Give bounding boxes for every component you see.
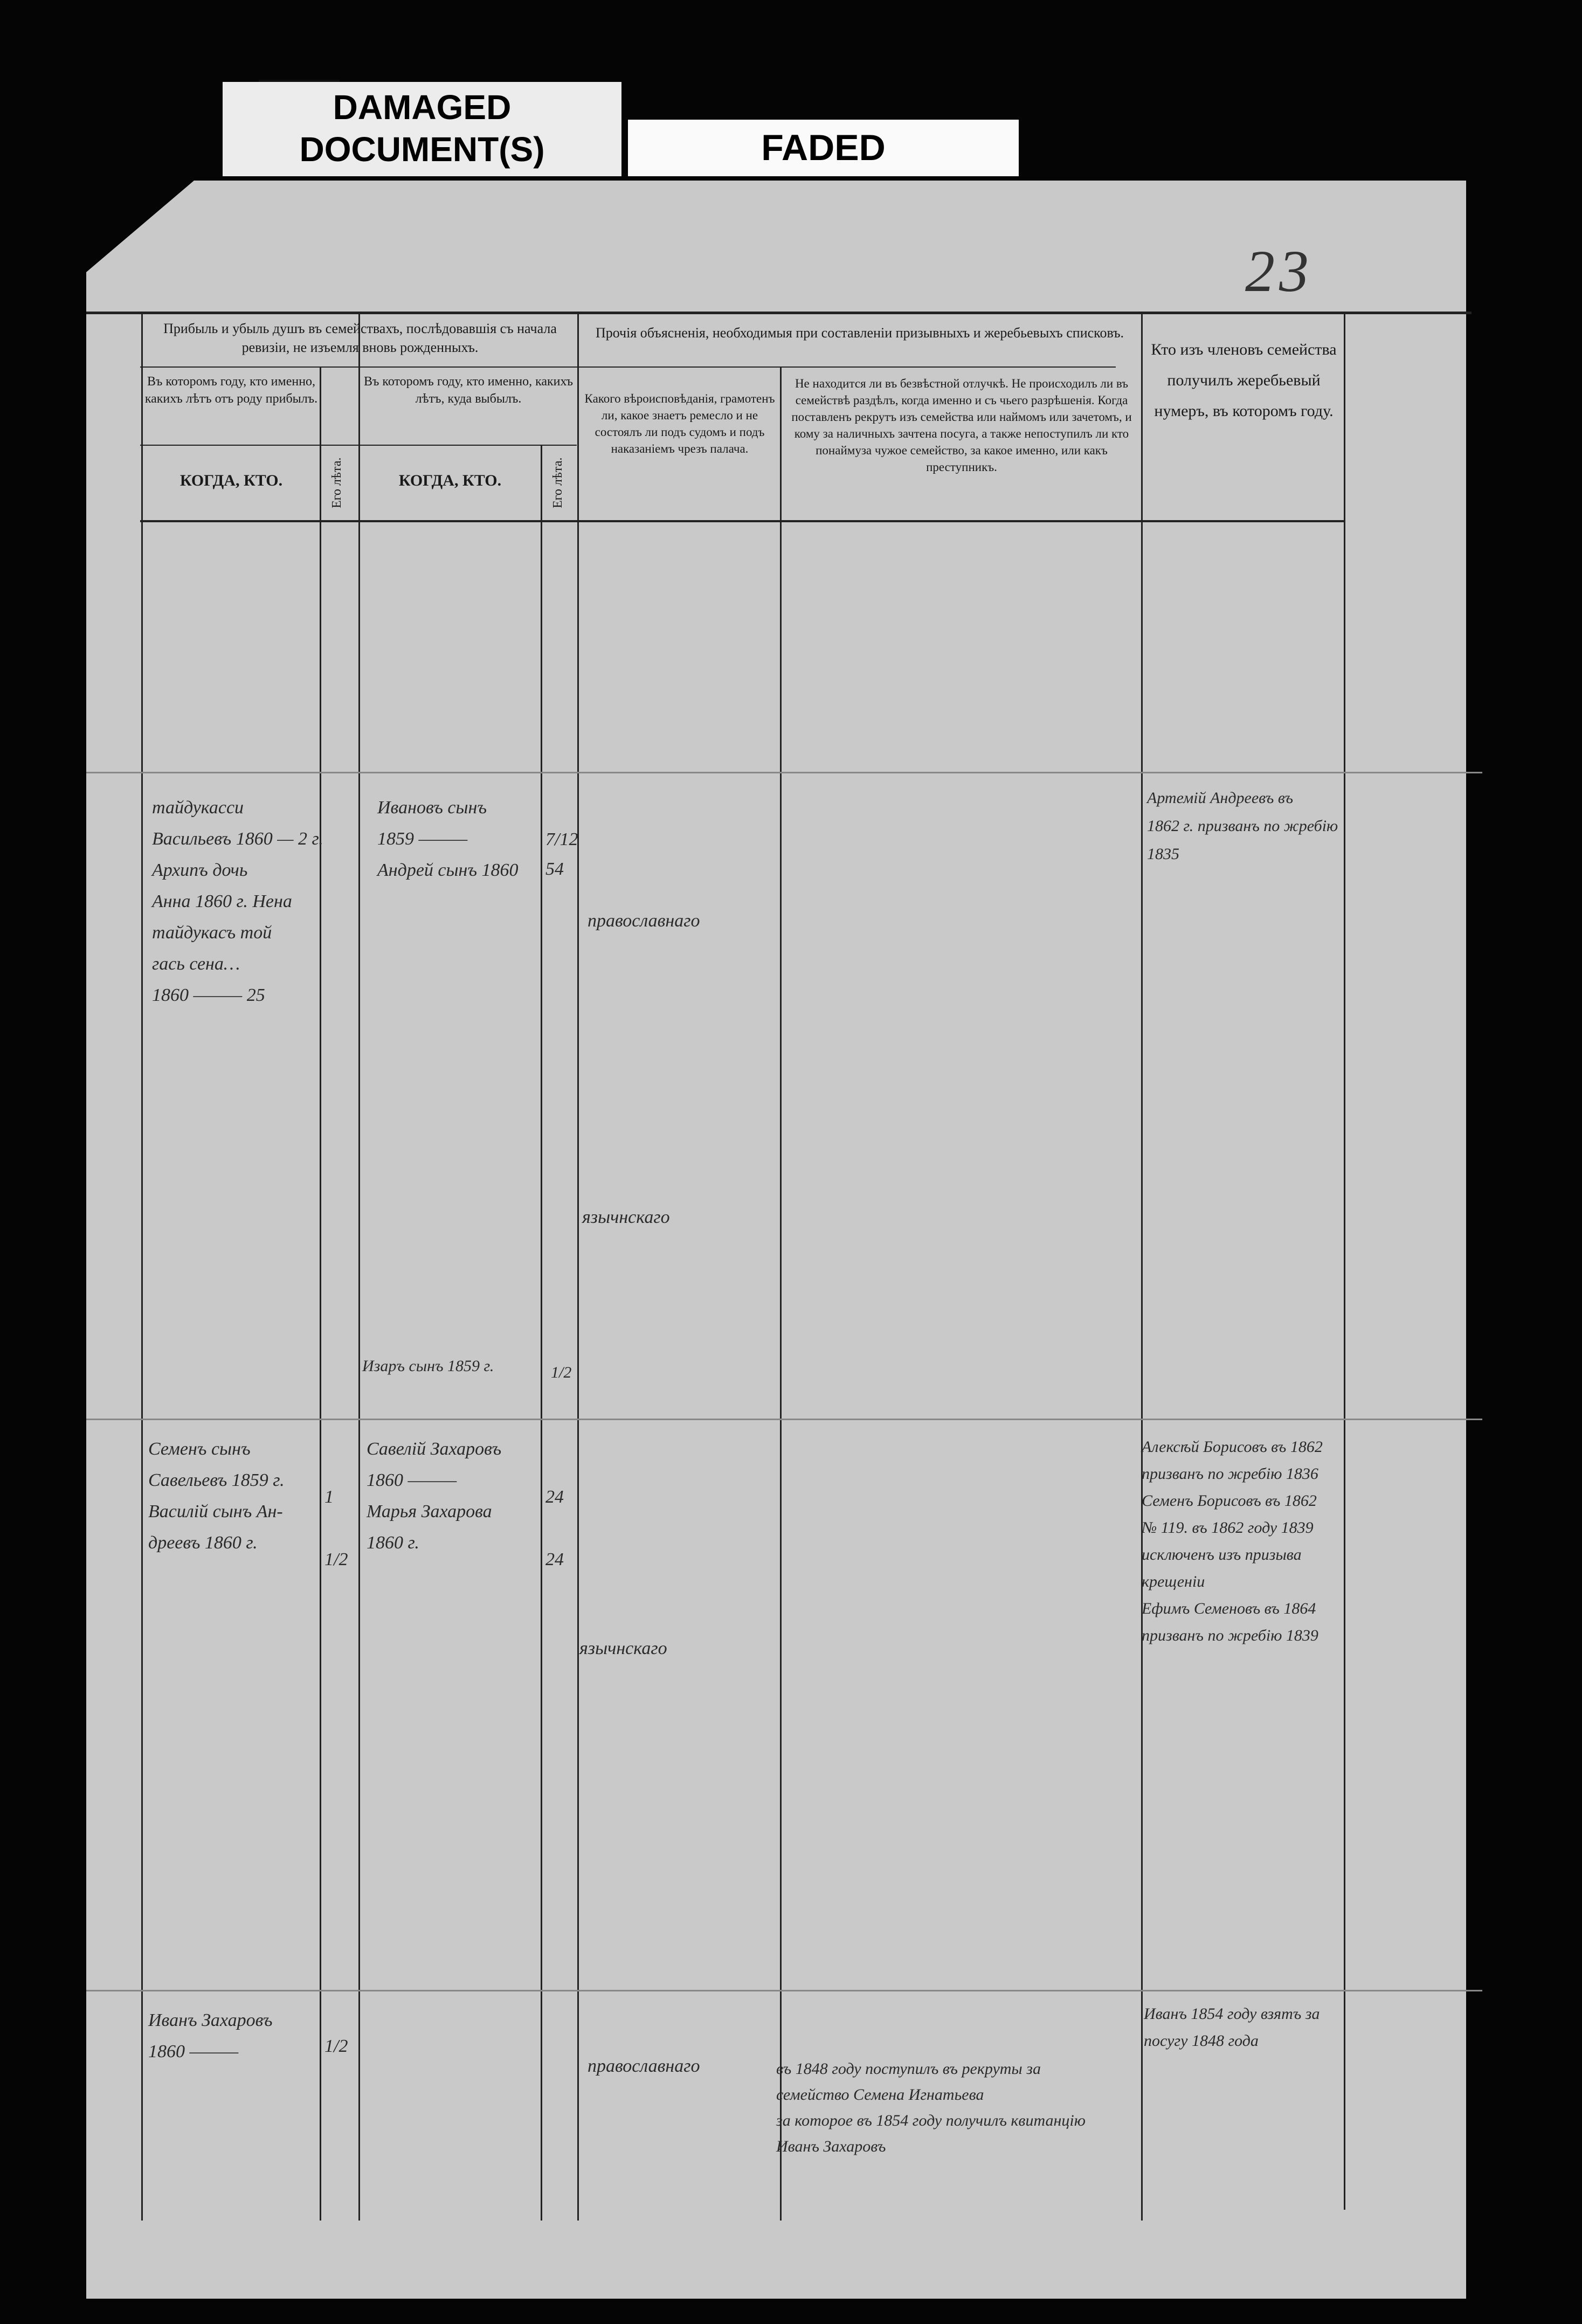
header-when-who-arrived: КОГДА, КТО. xyxy=(179,472,283,489)
col-rule-0 xyxy=(141,313,143,2221)
row2-departed: Савелій Захаровъ 1860 ——— Марья Захарова 1860 г. xyxy=(367,1439,502,1553)
faded-document-banner: FADED xyxy=(628,120,1019,176)
col-rule-4 xyxy=(577,313,579,2221)
row3-religion: православнаго xyxy=(588,2056,700,2076)
row-separator xyxy=(86,1419,1482,1420)
torn-corner xyxy=(86,181,194,272)
row3-absence: въ 1848 году поступилъ въ рекруты за семейство Семена Игнатьева за которое въ 1854 году получилъ квитанцію Иванъ Захаровъ xyxy=(776,2060,1086,2155)
damaged-document-banner: DAMAGED DOCUMENT(S) xyxy=(223,82,621,176)
col-rule-7 xyxy=(1344,313,1345,2210)
row2-departed-ages: 24 24 xyxy=(545,1487,564,1569)
col-rule-6 xyxy=(1141,313,1143,2221)
row1-departed-2-age: 1/2 xyxy=(551,1364,572,1381)
row1-departed: Ивановъ сынъ 1859 ——— Андрей сынъ 1860 xyxy=(377,798,519,880)
row2-lot: Алексѣй Борисовъ въ 1862 призванъ по жребію 1836 Семенъ Борисовъ въ 1862 № 119. въ 1862 году 1839 исключенъ изъ призыва крещеніи Ефимъ Семеновъ въ 1864 призванъ по жребію 1839 xyxy=(1142,1438,1323,1644)
row2-arrived-ages: 1 1/2 xyxy=(324,1487,348,1569)
header-age-departed: Его лѣта. xyxy=(551,457,565,509)
row3-arrived-age: 1/2 xyxy=(324,2036,348,2056)
row-separator xyxy=(86,1990,1482,1991)
row2-arrived: Семенъ сынъ Савельевъ 1859 г. Василій сынъ Ан- дреевъ 1860 г. xyxy=(148,1439,285,1553)
row1-lot: Артемій Андреевъ въ 1862 г. призванъ по жребію 1835 xyxy=(1147,789,1338,863)
col-rule-5 xyxy=(780,366,782,2221)
header-lot-number: Кто изъ членовъ семейства получилъ жеребьевый нумеръ, въ которомъ году. xyxy=(1151,341,1337,420)
header-arrived: Въ которомъ году, кто именно, какихъ лѣтъ отъ роду прибылъ. xyxy=(144,375,318,406)
header-religion: Какого вѣроисповѣданія, грамотенъ ли, какое знаетъ ремесло и не состоялъ ли подъ судомъ и подъ наказаніемъ чрезъ палача. xyxy=(584,392,775,456)
document-page xyxy=(86,181,1466,2299)
row1-arrived: тайдукасси Васильевъ 1860 — 2 г. Архипъ дочь Анна 1860 г. Нена тайдукасъ той гась сена… 1860 ——— 25 xyxy=(152,798,323,1005)
col-rule-3 xyxy=(541,445,542,2221)
header-group-changes: Прибыль и убыль душъ въ семействахъ, послѣдовавшія съ начала ревизіи, не изъемля вновь рожденныхъ. xyxy=(163,321,557,356)
col-rule-2 xyxy=(358,313,360,2221)
row1-departed-2: Изаръ сынъ 1859 г. xyxy=(362,1357,494,1375)
row3-lot: Иванъ 1854 году взятъ за посугу 1848 года xyxy=(1144,2005,1320,2050)
table-top-rule xyxy=(86,312,1472,314)
row1-religion-2: язычнскаго xyxy=(582,1207,670,1227)
row1-departed-ages: 7/12 54 xyxy=(545,829,578,879)
header-departed: Въ которомъ году, кто именно, какихъ лѣтъ, куда выбылъ. xyxy=(363,375,574,406)
row3-arrived: Иванъ Захаровъ 1860 ——— xyxy=(148,2010,273,2062)
group-header-rule xyxy=(140,366,1116,368)
page-number: 23 xyxy=(1245,238,1313,304)
row1-religion: православнаго xyxy=(588,911,700,931)
header-age-arrived: Его лѣта. xyxy=(330,457,344,509)
header-absence: Не находится ли въ безвѣстной отлучкѣ. Не происходилъ ли въ семействѣ раздѣлъ, когда именно и съ чьего разрѣшенія. Когда поставленъ рекрутъ изъ семейства или наймомъ или зачетомъ, и кому за наличныхъ зачтена посуга, а также непоступилъ ли кто понаймуза чужое семейство, за какое именно, или какъ преступникъ. xyxy=(791,377,1132,474)
header-when-who-departed: КОГДА, КТО. xyxy=(398,472,502,489)
header-group-other: Прочія объясненія, необходимыя при составленіи призывныхъ и жеребьевыхъ списковъ. xyxy=(595,325,1124,341)
row2-religion: язычнскаго xyxy=(579,1638,667,1658)
row-separator xyxy=(86,772,1482,773)
col-rule-1 xyxy=(320,366,321,2221)
